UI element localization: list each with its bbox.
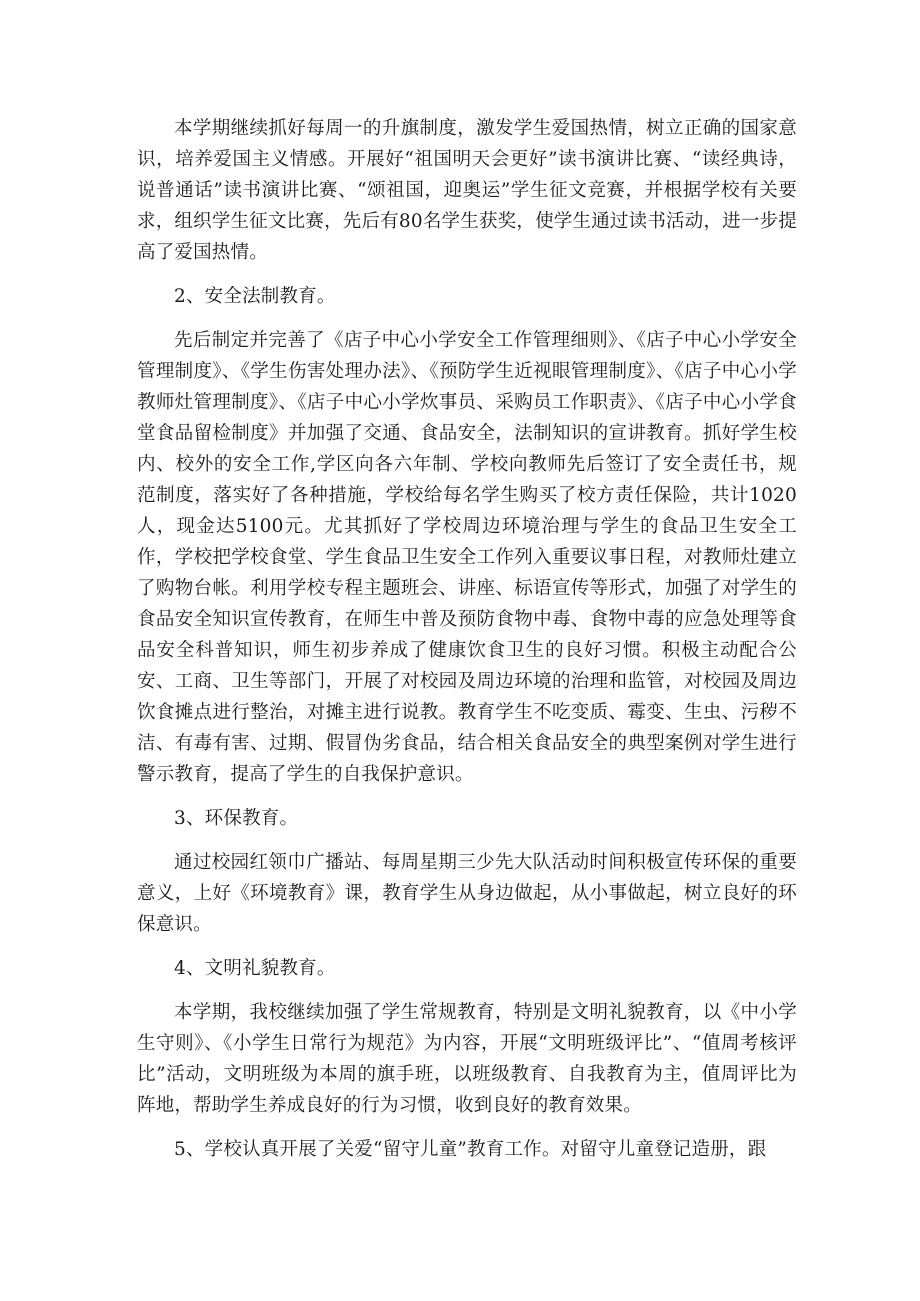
paragraph-safety-legal-education: 先后制定并完善了《店子中心小学安全工作管理细则》、《店子中心小学安全管理制度》、《学生伤害处理办法》、《预防学生近视眼管理制度》、《店子中心小学教师灶管理制度》、《店子中心小学炊事员、采购员工作职责》、《店子中心小学食堂食品留检制度》并加强了交通、食品安全，法制知识的宣讲教育。抓好学生校内、校外的安全工作,学区向各六年制、学校向教师先后签订了安全责任书，规范制度，落实好了各种措施，学校给每名学生购买了校方责任保险，共计1020人，现金达5100元。尤其抓好了学校周边环境治理与学生的食品卫生安全工作，学校把学校食堂、学生食品卫生安全工作列入重要议事日程，对教师灶建立了购物台帐。利用学校专程主题班会、讲座、标语宣传等形式，加强了对学生的食品安全知识宣传教育，在师生中普及预防食物中毒、食物中毒的应急处理等食品安全科普知识，师生初步养成了健康饮食卫生的良好习惯。积极主动配合公安、工商、卫生等部门，开展了对校园及周边环境的治理和监管，对校园及周边饮食摊点进行整治，对摊主进行说教。教育学生不吃变质、霉变、生虫、污秽不洁、有毒有害、过期、假冒伪劣食品，结合相关食品安全的典型案例对学生进行警示教育，提高了学生的自我保护意识。	[137, 330, 797, 785]
paragraph-civility-education: 本学期，我校继续加强了学生常规教育，特别是文明礼貌教育，以《中小学生守则》、《小学生日常行为规范》为内容，开展“文明班级评比”、“值周考核评比”活动，文明班级为本周的旗手班，以班级教育、自我教育为主，值周评比为阵地，帮助学生养成良好的行为习惯，收到良好的教育效果。	[137, 1002, 797, 1116]
heading-civility-education: 4、文明礼貌教育。	[174, 958, 336, 979]
paragraph-patriotic-education: 本学期继续抓好每周一的升旗制度，激发学生爱国热情，树立正确的国家意识，培养爱国主义情感。开展好“祖国明天会更好”读书演讲比赛、“读经典诗，说普通话”读书演讲比赛、“颂祖国，迎奥运”学生征文竞赛，并根据学校有关要求，组织学生征文比赛，先后有80名学生获奖，使学生通过读书活动，进一步提高了爱国热情。	[137, 118, 797, 263]
heading-safety-legal-education: 2、安全法制教育。	[174, 286, 336, 307]
document-body	[137, 113, 797, 1178]
paragraph-environmental-education: 通过校园红领巾广播站、每周星期三少先大队活动时间积极宣传环保的重要意义，上好《环境教育》课，教育学生从身边做起，从小事做起，树立良好的环保意识。	[137, 852, 797, 935]
heading-environmental-education: 3、环保教育。	[174, 808, 299, 829]
paragraph-left-behind-children: 5、学校认真开展了关爱“留守儿童”教育工作。对留守儿童登记造册，跟	[174, 1139, 767, 1160]
